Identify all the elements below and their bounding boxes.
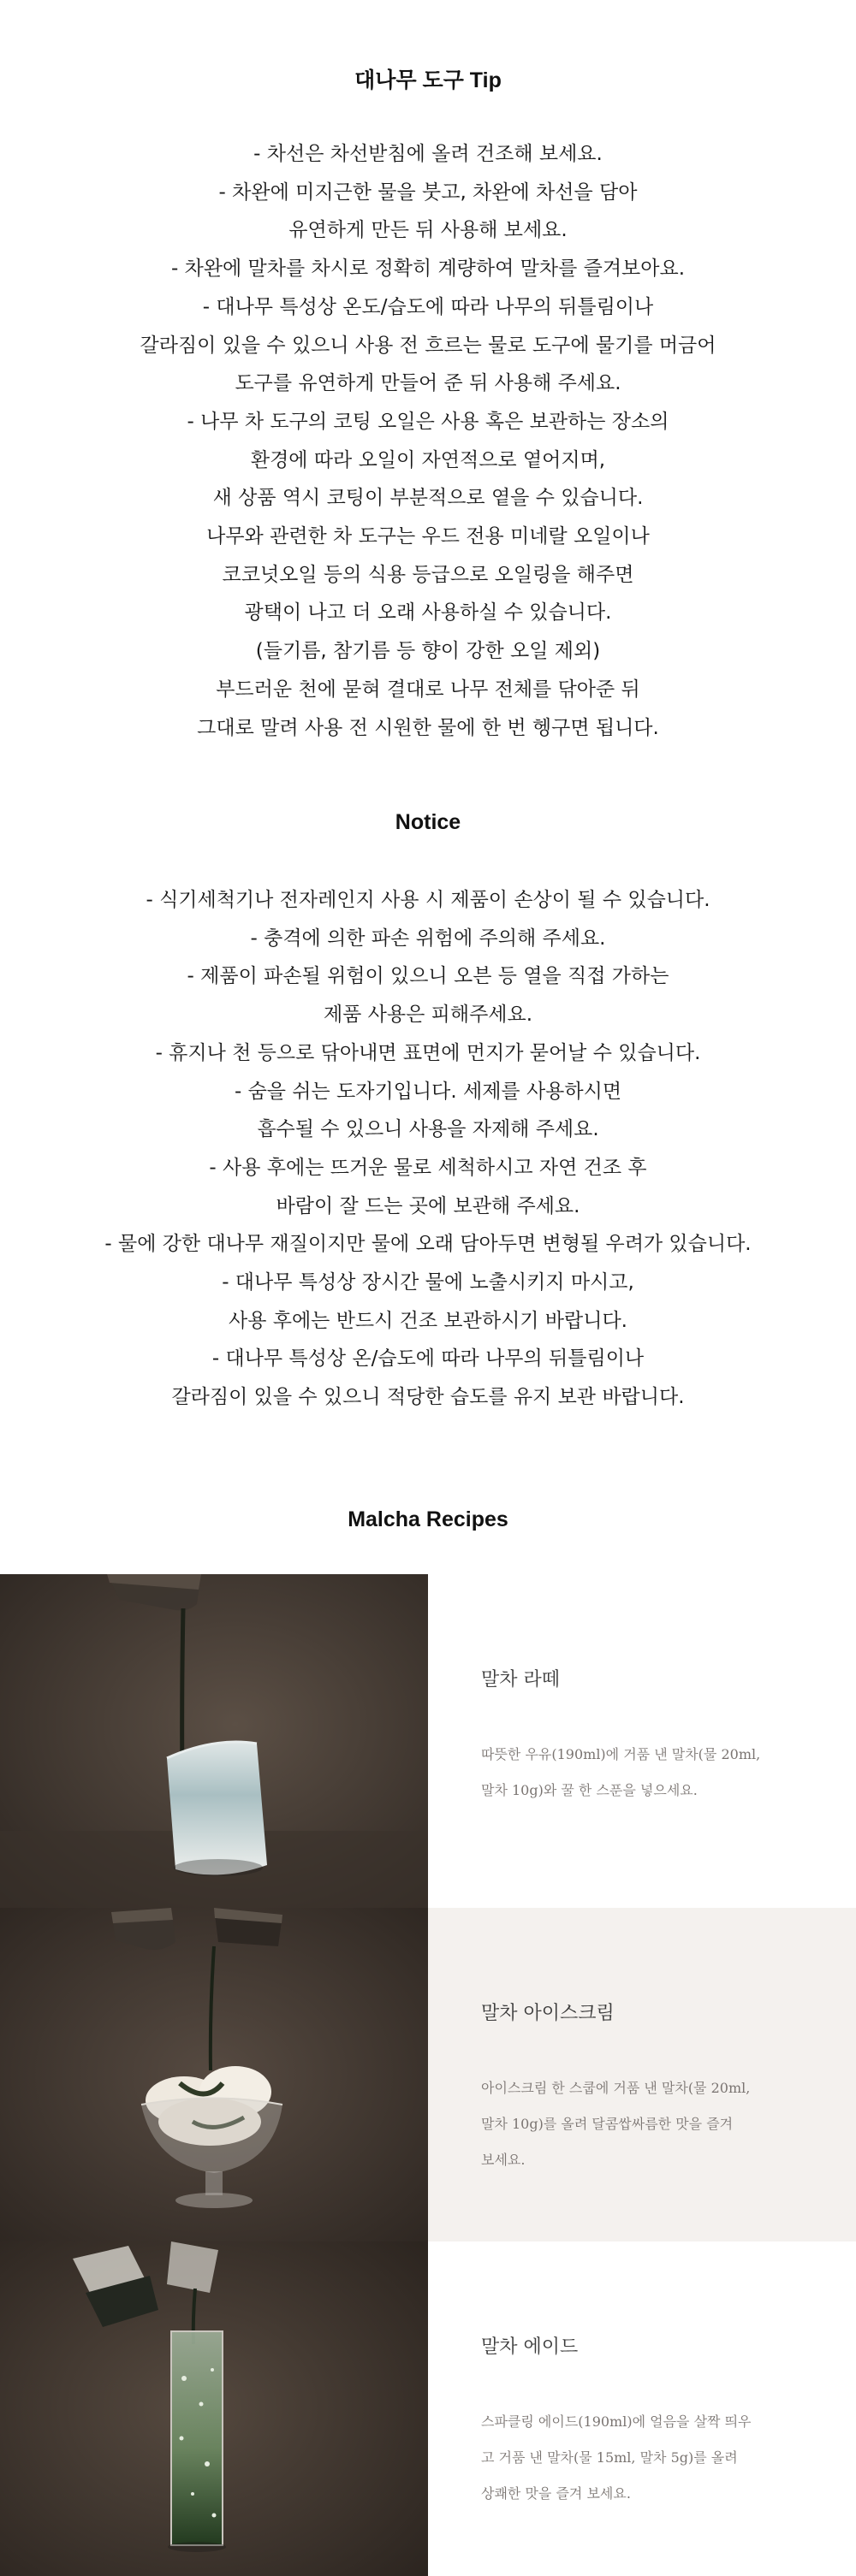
recipe-row-ice-cream — [0, 1908, 856, 2241]
notice-section-title: Notice — [395, 810, 461, 834]
tip-line: 새 상품 역시 코팅이 부분적으로 옅을 수 있습니다. — [212, 487, 644, 510]
tip-text-block — [0, 135, 856, 747]
recipe-desc-line: 스파클링 에이드(190ml)에 얼음을 살짝 띄우 — [481, 2413, 752, 2430]
recipe-description — [481, 2404, 823, 2512]
recipe-desc-line: 따뜻한 우유(190ml)에 거품 낸 말차(물 20ml, — [481, 1746, 761, 1762]
tip-line: 환경에 따라 오일이 자연적으로 옅어지며, — [250, 448, 606, 471]
tip-line: 유연하게 만든 뒤 사용해 보세요. — [288, 219, 568, 242]
notice-line: 흡수될 수 있으니 사용을 자제해 주세요. — [257, 1118, 599, 1141]
ice-cream-image — [0, 1908, 428, 2241]
recipe-name: 말차 아이스크림 — [481, 2003, 615, 2024]
ice-cream-photo — [0, 1908, 428, 2241]
tip-line: 부드러운 천에 묻혀 결대로 나무 전체를 닦아준 뒤 — [216, 678, 640, 701]
recipe-desc-line: 말차 10g)를 올려 달콤쌉싸름한 맛을 즐겨 — [481, 2116, 734, 2132]
tip-line: 그대로 말려 사용 전 시원한 물에 한 번 헹구면 됩니다. — [197, 716, 659, 739]
notice-line: 제품 사용은 피해주세요. — [323, 1004, 533, 1027]
tip-line: 갈라짐이 있을 수 있으니 사용 전 흐르는 물로 도구에 물기를 머금어 — [140, 334, 716, 357]
latte-photo — [0, 1574, 428, 1908]
notice-line: - 제품이 파손될 위험이 있으니 오븐 등 열을 직접 가하는 — [187, 965, 669, 988]
ade-photo — [0, 2241, 428, 2576]
notice-line: 사용 후에는 반드시 건조 보관하시기 바랍니다. — [228, 1309, 627, 1332]
notice-text-block — [0, 881, 856, 1417]
tip-line: - 대나무 특성상 온도/습도에 따라 나무의 뒤틀림이나 — [202, 295, 654, 318]
latte-image — [0, 1574, 428, 1908]
recipe-desc-line: 보세요. — [481, 2152, 526, 2168]
tip-line: 도구를 유연하게 만들어 준 뒤 사용해 주세요. — [235, 372, 621, 395]
recipe-desc-line: 아이스크림 한 스쿱에 거품 낸 말차(물 20ml, — [481, 2080, 751, 2096]
ade-image — [0, 2241, 428, 2576]
recipe-description — [481, 1737, 823, 1809]
notice-line: - 사용 후에는 뜨거운 물로 세척하시고 자연 건조 후 — [209, 1156, 647, 1179]
recipe-row-ade — [0, 2241, 856, 2576]
tip-line: 광택이 나고 더 오래 사용하실 수 있습니다. — [244, 601, 612, 625]
notice-line: - 휴지나 천 등으로 닦아내면 표면에 먼지가 묻어날 수 있습니다. — [155, 1041, 701, 1064]
notice-line: - 식기세척기나 전자레인지 사용 시 제품이 손상이 될 수 있습니다. — [146, 889, 710, 911]
tip-line: - 나무 차 도구의 코팅 오일은 사용 혹은 보관하는 장소의 — [187, 410, 669, 433]
latte-text-panel — [428, 1574, 856, 1908]
notice-line: - 대나무 특성상 온/습도에 따라 나무의 뒤틀림이나 — [211, 1347, 645, 1371]
tip-line: (들기름, 참기름 등 향이 강한 오일 제외) — [255, 640, 601, 663]
notice-line: - 물에 강한 대나무 재질이지만 물에 오래 담아두면 변형될 우려가 있습니다. — [104, 1233, 752, 1256]
ade-text-panel — [428, 2241, 856, 2576]
tip-line: - 차선은 차선받침에 올려 건조해 보세요. — [253, 143, 603, 165]
recipe-description — [481, 2070, 823, 2178]
recipe-desc-line: 말차 10g)와 꿀 한 스푼을 넣으세요. — [481, 1782, 698, 1798]
recipe-desc-line: 고 거품 낸 말차(물 15ml, 말차 5g)를 올려 — [481, 2449, 738, 2466]
tip-section-title: 대나무 도구 Tip — [354, 68, 502, 92]
recipes-list — [0, 1574, 856, 2576]
notice-line: - 대나무 특성상 장시간 물에 노출시키지 마시고, — [222, 1271, 634, 1294]
notice-line: 바람이 잘 드는 곳에 보관해 주세요. — [276, 1194, 580, 1217]
notice-line: - 숨을 쉬는 도자기입니다. 세제를 사용하시면 — [234, 1080, 622, 1103]
recipe-desc-line: 상쾌한 맛을 즐겨 보세요. — [481, 2485, 631, 2502]
recipe-name: 말차 에이드 — [481, 2336, 579, 2358]
recipe-name: 말차 라떼 — [481, 1669, 561, 1691]
recipe-row-latte — [0, 1574, 856, 1908]
notice-line: 갈라짐이 있을 수 있으니 적당한 습도를 유지 보관 바랍니다. — [171, 1386, 685, 1409]
recipes-section-title: Malcha Recipes — [348, 1507, 508, 1531]
tip-line: 코코넛오일 등의 식용 등급으로 오일링을 해주면 — [222, 563, 634, 586]
ice-cream-text-panel — [428, 1908, 856, 2241]
tip-line: 나무와 관련한 차 도구는 우드 전용 미네랄 오일이나 — [206, 525, 650, 548]
tip-line: - 차완에 미지근한 물을 붓고, 차완에 차선을 담아 — [218, 181, 638, 204]
notice-line: - 충격에 의한 파손 위험에 주의해 주세요. — [250, 927, 606, 950]
tip-line: - 차완에 말차를 차시로 정확히 계량하여 말차를 즐겨보아요. — [170, 258, 686, 281]
